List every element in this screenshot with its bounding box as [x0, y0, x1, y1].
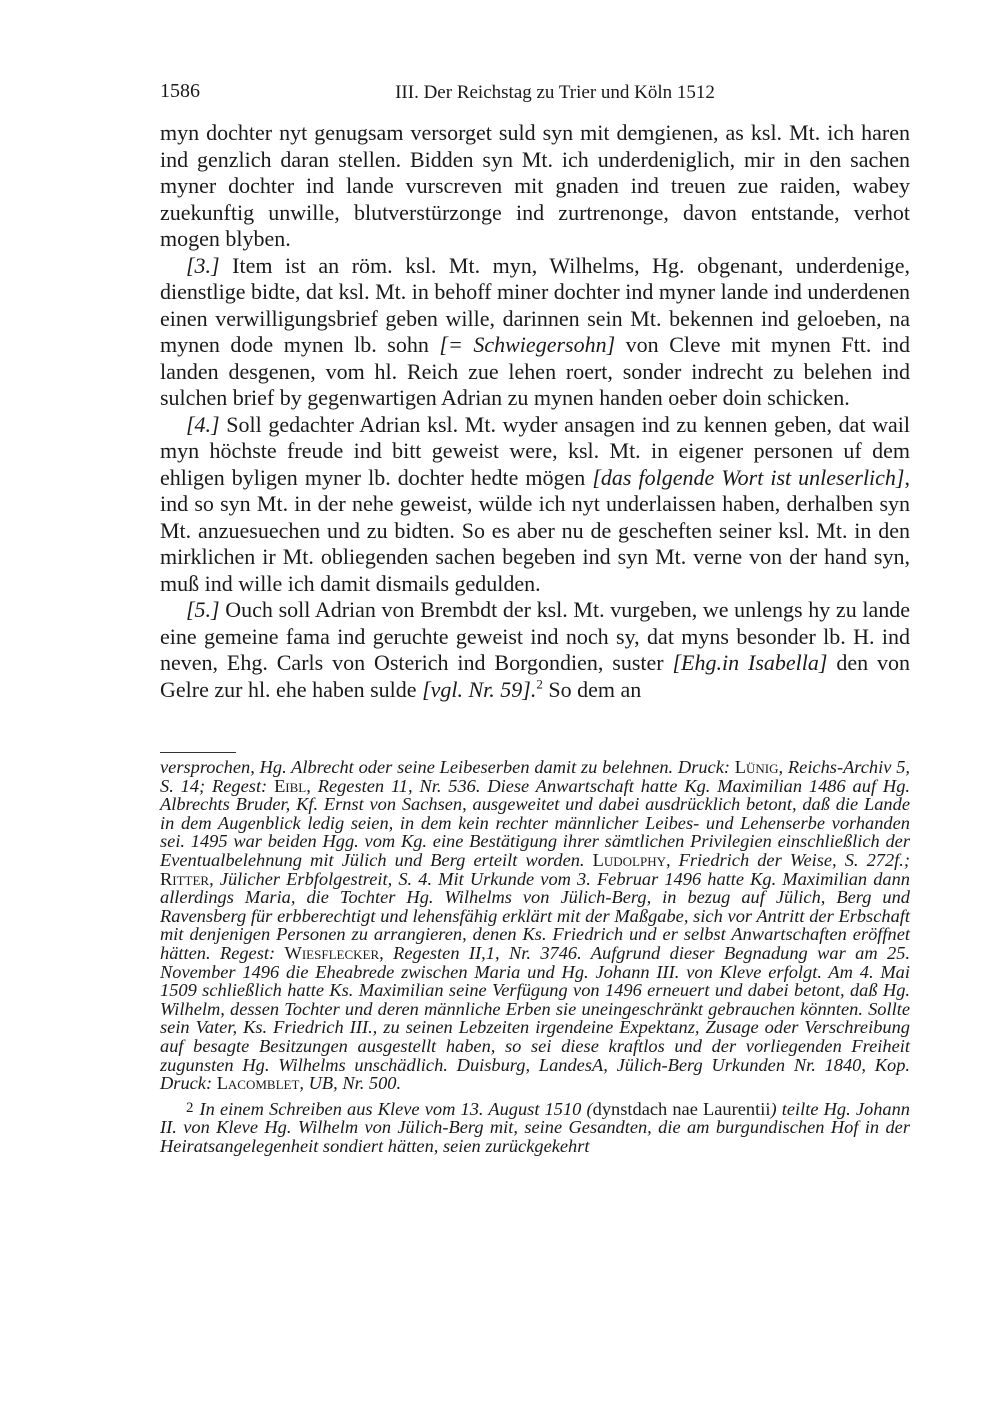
footnotes [160, 758, 910, 1155]
editorial-note: [= Schwiegersohn] [439, 332, 616, 357]
item-number: [3.] [186, 252, 220, 278]
paragraph-text: Ouch soll Adrian von Brembdt der ksl. Mt. vurgeben, we unlengs hy zu lande eine gemeine fama ind geruchte geweist ind noch sy, dat myns besonder lb. H. ind neven, Ehg. Carls von Osterich ind Borgondien, suster [160, 597, 910, 675]
footnote-2 [160, 1099, 910, 1156]
paragraph-text: So dem an [542, 676, 642, 702]
editorial-note: [das folgende Wort ist unleserlich] [592, 464, 905, 490]
footnote-text: , Friedrich der Weise, S. 272f.; [665, 849, 911, 870]
paragraph-item-3 [160, 253, 910, 412]
paragraph-1-text: myn dochter nyt genugsam versorget suld syn mit demgienen, as ksl. Mt. ich haren ind genzlich daran stellen. Bidden syn Mt. ich underdeniglich, mir in den sachen myner dochter ind lande vurscreven mit gnaden ind treuen zue raiden, wabey zuekunftig unwille, blutverstürzonge ind zurtrenonge, davon entstande, verhot mogen blyben. [160, 120, 910, 251]
footnote-text: , Reichs-Archiv 5, S. 14; Regest: [160, 757, 910, 796]
paragraph-text: den von Gelre zur hl. ehe haben sulde [160, 650, 911, 702]
author-name: Ludolphy [592, 849, 666, 870]
footnote-text: versprochen, Hg. Albrecht oder seine Leibeserben damit zu belehnen. Druck: [160, 757, 735, 777]
paragraph-item-5 [160, 597, 910, 703]
footnote-number: 2 [186, 1099, 194, 1116]
author-name: Ritter [160, 868, 210, 889]
footnote-text: , UB, Nr. 500. [299, 1073, 402, 1094]
footnote-text: , Jülicher Erbfolgestreit, S. 4. Mit Urkunde vom 3. Februar 1496 hatte Kg. Maximilian dann allerdings Maria, die Tochter Hg. Wilhelms von Jülich-Berg, in bezug auf Jülich, Berg und Ravensberg für erbberechtigt und lehensfähig erklärt mit der Maßgabe, sich vor Antritt der Erbschaft mit denjenigen Personen zu arrangieren, denen Ks. Friedrich und er selbst Anwartschaften eröffnet hätten. Regest: [160, 868, 910, 963]
paragraph-1 [160, 120, 910, 253]
author-name: Wiesflecker [284, 942, 380, 963]
paragraph-item-4 [160, 412, 910, 598]
footnote-1-continuation [160, 758, 910, 1093]
footnote-reference: 2 [536, 676, 543, 692]
editorial-note: [vgl. Nr. 59]. [422, 676, 537, 702]
running-header [160, 80, 910, 110]
editorial-note: [Ehg.in Isabella] [672, 650, 828, 675]
quoted-source-text: dynstdach nae Laurentii [592, 1098, 771, 1119]
paragraph-text: Item ist an röm. ksl. Mt. myn, Wilhelms, Hg. obgenant, underdenige, dienstlige bidte, dat ksl. Mt. in behoff miner dochter ind myner lande ind underdenen einen verwilligungsbrief geben wille, darinnen sein Mt. bekennen ind geloeben, na mynen dode mynen lb. sohn [160, 252, 910, 357]
footnote-text: In einem Schreiben aus Kleve vom 13. August 1510 ( [199, 1098, 593, 1119]
main-text [160, 120, 910, 703]
footnote-divider [160, 752, 236, 753]
item-number: [4.] [186, 411, 220, 437]
footnote-text: , Regesten II,1, Nr. 3746. Aufgrund dieser Begnadung war am 25. November 1496 die Eheabrede zwischen Maria und Hg. Johann III. von Kleve erfolgt. Am 4. Mai 1509 schließlich hatte Ks. Maximilian seine Verfügung von 1496 erneuert und dabei betont, daß Hg. Wilhelm, dessen Tochter und deren männliche Erben sie uneingeschränkt gebrauchen könnten. Sollte sein Vater, Ks. Friedrich III., zu seinen Lebzeiten irgendeine Expektanz, Zusage oder Verschreibung auf besagte Besitzungen ausgestellt haben, so sei diese kraftlos und der vorliegenden Freiheit zugunsten Hg. Wilhelms unschädlich. Duisburg, LandesA, Jülich-Berg Urkunden Nr. 1840, Kop. Druck: [160, 942, 910, 1094]
author-name: Lünig [734, 757, 779, 777]
paragraph-text: , ind so syn Mt. in der nehe geweist, wülde ich nyt underlaissen haben, derhalben syn Mt. anzuesuechen und zu bidten. So es aber nu de gescheften seiner ksl. Mt. in den mirklichen ir Mt. obliegenden sachen begeben ind syn Mt. verne von der hand syn, muß ind wille ich damit dismails gedulden. [160, 464, 910, 596]
author-name: Eibl [274, 775, 307, 796]
footnote-text: , Regesten 11, Nr. 536. Diese Anwartschaft hatte Kg. Maximilian 1486 auf Hg. Albrechts Bruder, Kf. Ernst von Sachsen, ausgeweitet und dabei ausdrücklich betont, daß die Lande in dem Augenblick ledig seien, in dem kein rechter männlicher Leibes- und Lehenserbe vorhanden sei. 1495 war beiden Hgg. vom Kg. eine Bestätigung ihrer sämtlichen Privilegien einschließlich der Eventualbelehnung mit Jülich und Berg erteilt worden. [160, 775, 910, 870]
running-title: III. Der Reichstag zu Trier und Köln 1512 [395, 82, 715, 103]
paragraph-text: Soll gedachter Adrian ksl. Mt. wyder ansagen ind zu kennen geben, dat wail myn höchste freude ind bitt geweist were, ksl. Mt. in eigener personen uf dem ehligen byligen myner lb. dochter hedte mögen [160, 411, 910, 490]
paragraph-text: von Cleve mit mynen Ftt. ind landen desgenen, vom hl. Reich zue lehen roert, sonder indrecht zu belehen ind sulchen brief by gegenwartigen Adrian zu mynen handen oeber doin schicken. [160, 332, 910, 410]
page-number: 1586 [160, 80, 200, 102]
author-name: Lacomblet [216, 1073, 300, 1094]
item-number: [5.] [186, 597, 220, 622]
footnote-text: ) teilte Hg. Johann II. von Kleve Hg. Wilhelm von Jülich-Berg mit, seine Gesandten, die am burgundischen Hof in der Heiratsangelegenheit sondiert hätten, seien zurückgekehrt [160, 1098, 910, 1156]
